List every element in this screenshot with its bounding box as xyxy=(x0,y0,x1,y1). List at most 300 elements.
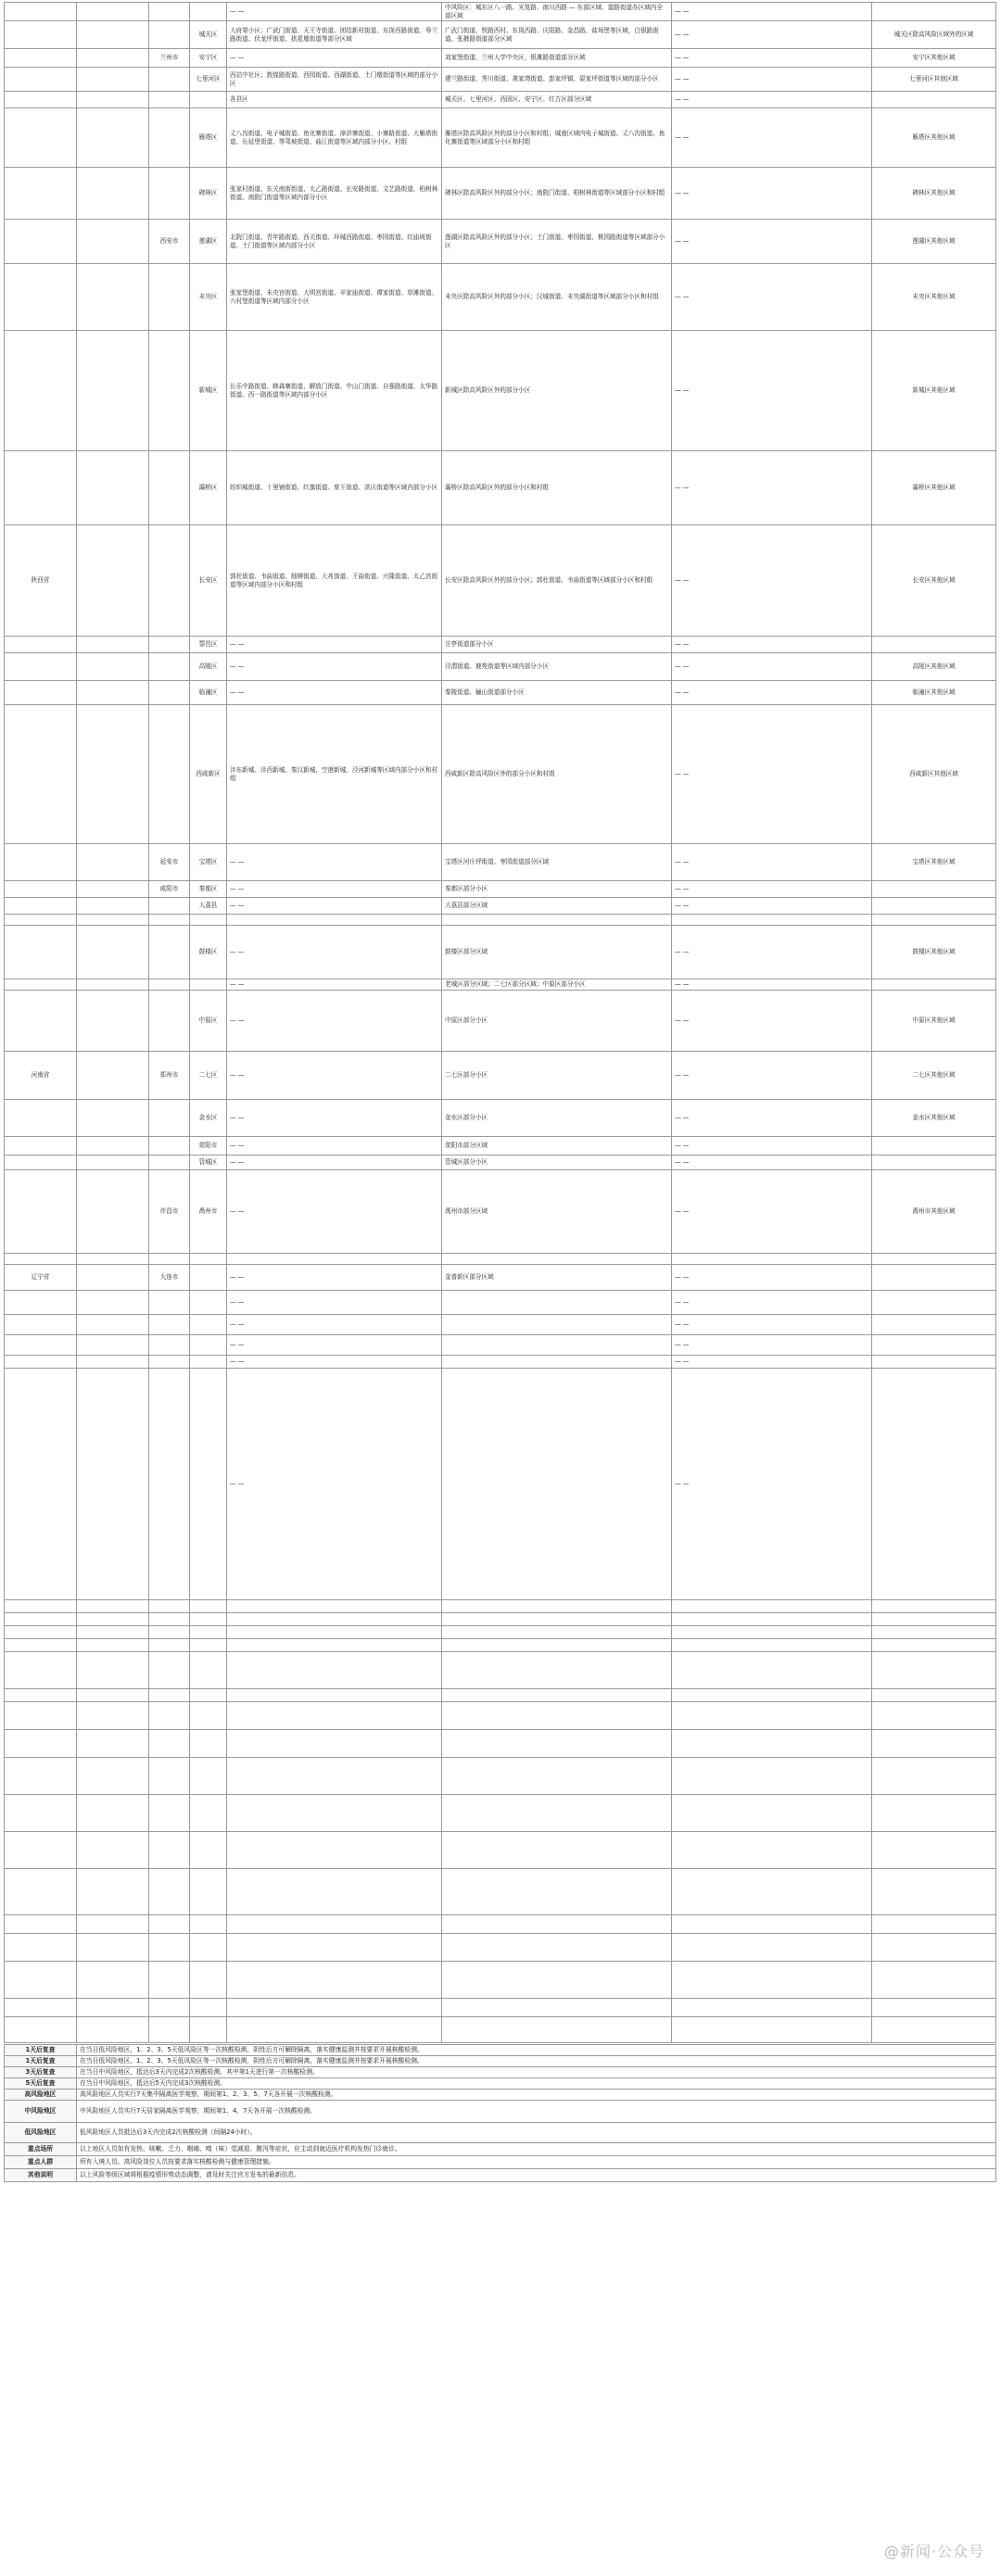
cell-risk xyxy=(872,1795,996,1832)
cell-low: — — xyxy=(672,1155,872,1170)
cell-num xyxy=(77,3,149,21)
cell-num xyxy=(77,926,149,979)
table-row xyxy=(5,1702,996,1730)
table-row xyxy=(5,1137,996,1155)
cell-risk xyxy=(872,1832,996,1869)
cell-medium: 金普新区部分区域 xyxy=(442,1265,672,1291)
notes-label: 重点人群 xyxy=(5,2156,77,2169)
cell-num xyxy=(77,1356,149,1369)
cell-district xyxy=(190,1962,227,1999)
cell-low xyxy=(672,1832,872,1869)
cell-num xyxy=(77,451,149,525)
cell-province xyxy=(5,881,77,898)
cell-high: — — xyxy=(227,637,442,653)
cell-district xyxy=(190,1335,227,1356)
cell-city xyxy=(149,637,190,653)
cell-city xyxy=(149,1369,190,1600)
cell-num xyxy=(77,68,149,92)
cell-medium: 大荔县部分区域 xyxy=(442,898,672,915)
cell-high xyxy=(227,1758,442,1795)
cell-risk: 莲湖区其他区域 xyxy=(872,220,996,264)
cell-risk: 高陵区其他区域 xyxy=(872,653,996,681)
cell-city xyxy=(149,1600,190,1613)
cell-high xyxy=(227,1600,442,1613)
cell-city: 兰州市 xyxy=(149,49,190,68)
table-row xyxy=(5,1869,996,1915)
cell-medium: 泾渭街道、鹿苑街道等区域内部分小区 xyxy=(442,653,672,681)
cell-province xyxy=(5,926,77,979)
table-row xyxy=(5,1795,996,1832)
cell-num xyxy=(77,1915,149,1934)
cell-risk xyxy=(872,1600,996,1613)
cell-province xyxy=(5,1795,77,1832)
cell-high xyxy=(227,1626,442,1639)
cell-province xyxy=(5,991,77,1052)
cell-city xyxy=(149,1254,190,1265)
table-row xyxy=(5,653,996,681)
cell-province xyxy=(5,1832,77,1869)
cell-province xyxy=(5,1356,77,1369)
cell-risk: 碑林区其他区域 xyxy=(872,168,996,220)
cell-province xyxy=(5,1315,77,1335)
notes-row xyxy=(5,2056,996,2067)
cell-medium xyxy=(442,1934,672,1962)
cell-district: 碑林区 xyxy=(190,168,227,220)
cell-province xyxy=(5,915,77,926)
cell-district xyxy=(190,1613,227,1626)
cell-risk xyxy=(872,1265,996,1291)
table-row xyxy=(5,844,996,881)
table-row xyxy=(5,331,996,451)
cell-district xyxy=(190,1291,227,1315)
cell-low: — — xyxy=(672,1265,872,1291)
cell-province xyxy=(5,1962,77,1999)
cell-num xyxy=(77,264,149,331)
cell-num xyxy=(77,1962,149,1999)
cell-medium xyxy=(442,1315,672,1335)
cell-num xyxy=(77,168,149,220)
cell-num xyxy=(77,1613,149,1626)
notes-row xyxy=(5,2143,996,2156)
cell-risk: 长安区其他区域 xyxy=(872,525,996,637)
risk-area-table xyxy=(4,2,995,2541)
cell-medium: 中风险区：城东区八一路、光复路、南川西路 — 东部区域、道路街道办区域内全部区域 xyxy=(442,3,672,21)
notes-row xyxy=(5,2123,996,2143)
notes-label: 1天后复查 xyxy=(5,2045,77,2056)
cell-city xyxy=(149,1962,190,1999)
cell-high xyxy=(227,1915,442,1934)
table-row xyxy=(5,926,996,979)
cell-high: 张家堡街道、未央宫街道、大明宫街道、辛家庙街道、谭家街道、草滩街道、六村堡街道等区域内部分小区 xyxy=(227,264,442,331)
cell-num xyxy=(77,108,149,168)
cell-risk xyxy=(872,1702,996,1730)
notes-label: 5天后复查 xyxy=(5,2078,77,2090)
cell-province xyxy=(5,1639,77,1652)
table-row xyxy=(5,1639,996,1652)
cell-low xyxy=(672,1795,872,1832)
cell-district xyxy=(190,915,227,926)
cell-medium xyxy=(442,1600,672,1613)
cell-district xyxy=(190,1265,227,1291)
cell-district: 禹州市 xyxy=(190,1170,227,1254)
cell-high xyxy=(227,1934,442,1962)
cell-risk xyxy=(872,898,996,915)
cell-province xyxy=(5,264,77,331)
cell-district: 安宁区 xyxy=(190,49,227,68)
cell-province xyxy=(5,705,77,844)
cell-low: — — xyxy=(672,1170,872,1254)
cell-low xyxy=(672,1999,872,2017)
cell-province xyxy=(5,1626,77,1639)
cell-district: 高陵区 xyxy=(190,653,227,681)
cell-province xyxy=(5,49,77,68)
cell-city xyxy=(149,451,190,525)
cell-high: — — xyxy=(227,844,442,881)
cell-low xyxy=(672,1652,872,1689)
cell-risk: 安宁区其他区域 xyxy=(872,49,996,68)
cell-district: 鄠邑区 xyxy=(190,637,227,653)
cell-district: 莲湖区 xyxy=(190,220,227,264)
cell-district: 西咸新区 xyxy=(190,705,227,844)
notes-text: 低风险地区人员抵达后3天内完成2次核酸检测（间隔24小时）。 xyxy=(77,2123,996,2143)
cell-district: 宝塔区 xyxy=(190,844,227,881)
cell-city xyxy=(149,1155,190,1170)
cell-risk xyxy=(872,979,996,991)
notes-label: 其他说明 xyxy=(5,2169,77,2182)
cell-num xyxy=(77,1137,149,1155)
notes-row xyxy=(5,2090,996,2101)
cell-num xyxy=(77,1600,149,1613)
cell-high: — — xyxy=(227,1369,442,1600)
cell-medium: 宝塔区河庄坪街道、枣园街道部分区域 xyxy=(442,844,672,881)
cell-medium xyxy=(442,1335,672,1356)
cell-num xyxy=(77,1934,149,1962)
cell-district: 七里河区 xyxy=(190,68,227,92)
cell-city xyxy=(149,68,190,92)
cell-province xyxy=(5,1999,77,2017)
notes-label: 3天后复查 xyxy=(5,2067,77,2078)
cell-high: 丈八沟街道、电子城街道、鱼化寨街道、漳浒寨街道、小寨路街道、大雁塔街道、长延堡街道、等驾坡街道、曲江街道等区域内部分小区、村组 xyxy=(227,108,442,168)
cell-medium xyxy=(442,1758,672,1795)
cell-num xyxy=(77,1254,149,1265)
cell-high: 长乐中路街道、韩森寨街道、解放门街道、中山门街道、自强路街道、太华路街道、西一路街道等区域内部分小区 xyxy=(227,331,442,451)
cell-province xyxy=(5,1291,77,1315)
table-row xyxy=(5,898,996,915)
notes-text: 以上风险等级区域将根据疫情形势动态调整，请及时关注官方发布的最新信息。 xyxy=(77,2169,996,2182)
cell-risk xyxy=(872,1613,996,1626)
cell-num xyxy=(77,1335,149,1356)
table-row xyxy=(5,1356,996,1369)
cell-num xyxy=(77,681,149,705)
table-row xyxy=(5,220,996,264)
cell-province xyxy=(5,1600,77,1613)
cell-district xyxy=(190,1915,227,1934)
cell-risk: 宝塔区其他区域 xyxy=(872,844,996,881)
cell-province xyxy=(5,1155,77,1170)
cell-medium: 刘家堡街道、兰州大学中央区，银滩路街道部分区域 xyxy=(442,49,672,68)
cell-num xyxy=(77,1155,149,1170)
cell-num xyxy=(77,991,149,1052)
cell-district: 城关区 xyxy=(190,21,227,49)
cell-province xyxy=(5,108,77,168)
cell-district: 中原区 xyxy=(190,991,227,1052)
table-row xyxy=(5,1915,996,1934)
cell-province xyxy=(5,331,77,451)
cell-city: 大连市 xyxy=(149,1265,190,1291)
cell-district xyxy=(190,92,227,108)
cell-medium: 二七区部分小区 xyxy=(442,1052,672,1100)
cell-num xyxy=(77,705,149,844)
cell-high: 张家村街道、东关南街街道、太乙路街道、长安路街道、文艺路街道、柏树林街道、南院门街道等区域内部分小区 xyxy=(227,168,442,220)
cell-medium xyxy=(442,1369,672,1600)
notes-text: 以上地区人员如有发热、咳嗽、乏力、咽痛、嗅（味）觉减退、腹泻等症状，应主动到就近医疗机构发热门诊就诊。 xyxy=(77,2143,996,2156)
cell-city: 郑州市 xyxy=(149,1052,190,1100)
cell-high: — — xyxy=(227,1137,442,1155)
notes-label: 重点场所 xyxy=(5,2143,77,2156)
cell-high: — — xyxy=(227,681,442,705)
cell-province xyxy=(5,637,77,653)
cell-risk xyxy=(872,92,996,108)
cell-high xyxy=(227,1652,442,1689)
notes-row xyxy=(5,2101,996,2123)
cell-district: 鼓楼区 xyxy=(190,926,227,979)
cell-medium xyxy=(442,1832,672,1869)
cell-high: — — xyxy=(227,991,442,1052)
cell-num xyxy=(77,637,149,653)
cell-high xyxy=(227,2017,442,2043)
table-row xyxy=(5,1832,996,1869)
cell-risk: 金水区其他区域 xyxy=(872,1100,996,1137)
cell-medium xyxy=(442,1652,672,1689)
cell-num xyxy=(77,1730,149,1758)
cell-medium: 甘亭街道部分小区 xyxy=(442,637,672,653)
cell-district xyxy=(190,1795,227,1832)
table-row xyxy=(5,1689,996,1702)
cell-city xyxy=(149,1934,190,1962)
cell-risk xyxy=(872,1999,996,2017)
cell-num xyxy=(77,1639,149,1652)
cell-risk xyxy=(872,1356,996,1369)
cell-medium: 管城区部分小区 xyxy=(442,1155,672,1170)
cell-city xyxy=(149,1626,190,1639)
cell-city xyxy=(149,705,190,844)
cell-medium xyxy=(442,1689,672,1702)
table-row xyxy=(5,49,996,68)
cell-low xyxy=(672,2017,872,2043)
cell-province xyxy=(5,653,77,681)
cell-district: 临潼区 xyxy=(190,681,227,705)
cell-city xyxy=(149,1832,190,1869)
cell-medium: 雁塔区除高风险区外的部分小区和村组；城南区域内电子城街道、丈八沟街道、鱼化寨街道等区域部分小区和村组 xyxy=(442,108,672,168)
cell-low xyxy=(672,1915,872,1934)
cell-district xyxy=(190,1369,227,1600)
cell-high xyxy=(227,1689,442,1702)
table-row xyxy=(5,1600,996,1613)
cell-low xyxy=(672,1626,872,1639)
cell-province xyxy=(5,2017,77,2043)
notes-text: 在当日低风险地区，1、2、3、5天低风险区等一次核酸检测，阴性后方可解除隔离，落实健康监测并按要求开展核酸检测。 xyxy=(77,2045,996,2056)
cell-district xyxy=(190,1626,227,1639)
cell-low: — — xyxy=(672,1315,872,1335)
cell-low: — — xyxy=(672,1369,872,1600)
cell-high xyxy=(227,1613,442,1626)
cell-district xyxy=(190,1315,227,1335)
cell-low: — — xyxy=(672,331,872,451)
notes-text: 所有入境人员、高风险岗位人员按要求落实核酸检测与健康管理措施。 xyxy=(77,2156,996,2169)
cell-province xyxy=(5,979,77,991)
cell-risk xyxy=(872,1254,996,1265)
cell-city: 西安市 xyxy=(149,220,190,264)
notes-row xyxy=(5,2045,996,2056)
cell-risk xyxy=(872,1369,996,1600)
cell-medium: 莲湖区除高风险区外的部分小区；土门街道、枣园街道、桃园路街道等区域部分小区 xyxy=(442,220,672,264)
cell-low: — — xyxy=(672,49,872,68)
cell-risk xyxy=(872,1915,996,1934)
cell-district: 金水区 xyxy=(190,1100,227,1137)
cell-district xyxy=(190,1702,227,1730)
cell-risk xyxy=(872,1758,996,1795)
table-row xyxy=(5,1052,996,1100)
cell-province xyxy=(5,844,77,881)
cell-risk xyxy=(872,3,996,21)
table-row xyxy=(5,681,996,705)
cell-district: 未央区 xyxy=(190,264,227,331)
cell-city xyxy=(149,979,190,991)
cell-medium xyxy=(442,1730,672,1758)
table-row xyxy=(5,525,996,637)
cell-high: — — xyxy=(227,1265,442,1291)
table-row xyxy=(5,1758,996,1795)
cell-city xyxy=(149,168,190,220)
table-row xyxy=(5,637,996,653)
cell-low: — — xyxy=(672,1356,872,1369)
notes-label: 1天后复查 xyxy=(5,2056,77,2067)
cell-province xyxy=(5,1758,77,1795)
cell-low: — — xyxy=(672,451,872,525)
cell-city xyxy=(149,1291,190,1315)
cell-province xyxy=(5,1934,77,1962)
cell-risk xyxy=(872,1962,996,1999)
cell-city xyxy=(149,1639,190,1652)
cell-num xyxy=(77,1626,149,1639)
cell-high: — — xyxy=(227,1291,442,1315)
cell-medium xyxy=(442,1639,672,1652)
cell-high: — — xyxy=(227,898,442,915)
cell-province xyxy=(5,1170,77,1254)
cell-num xyxy=(77,1999,149,2017)
cell-city: 延安市 xyxy=(149,844,190,881)
table-row xyxy=(5,1613,996,1626)
cell-num xyxy=(77,21,149,49)
cell-medium xyxy=(442,2017,672,2043)
cell-city: 咸阳市 xyxy=(149,881,190,898)
cell-province xyxy=(5,168,77,220)
cell-high: 各县区 xyxy=(227,92,442,108)
cell-num xyxy=(77,881,149,898)
cell-low: — — xyxy=(672,1100,872,1137)
cell-risk: 临潼区其他区域 xyxy=(872,681,996,705)
cell-low: — — xyxy=(672,21,872,49)
cell-low: — — xyxy=(672,681,872,705)
notes-text: 在当日低风险地区，1、2、3、5天低风险区等一次核酸检测，阴性后方可解除隔离，落实健康监测并按要求开展核酸检测。 xyxy=(77,2056,996,2067)
cell-risk: 灞桥区其他区域 xyxy=(872,451,996,525)
cell-medium: 灞桥区除高风险区外的部分小区和村组 xyxy=(442,451,672,525)
cell-low: — — xyxy=(672,1137,872,1155)
table-row xyxy=(5,1999,996,2017)
cell-medium: 西咸新区除高风险区外的部分小区和村组 xyxy=(442,705,672,844)
cell-risk: 禹州市其他区域 xyxy=(872,1170,996,1254)
cell-city xyxy=(149,1689,190,1702)
notes-row xyxy=(5,2078,996,2090)
risk-table-body xyxy=(4,2,996,2043)
cell-high: — — xyxy=(227,653,442,681)
cell-province: 河南省 xyxy=(5,1052,77,1100)
table-row xyxy=(5,1652,996,1689)
cell-province xyxy=(5,1613,77,1626)
cell-num xyxy=(77,525,149,637)
cell-risk: 中原区其他区域 xyxy=(872,991,996,1052)
cell-medium xyxy=(442,1962,672,1999)
cell-medium: 荥阳市部分区域 xyxy=(442,1137,672,1155)
table-row xyxy=(5,108,996,168)
cell-risk: 二七区其他区域 xyxy=(872,1052,996,1100)
cell-province xyxy=(5,92,77,108)
cell-high: — — xyxy=(227,49,442,68)
cell-risk xyxy=(872,637,996,653)
cell-risk xyxy=(872,1315,996,1335)
cell-district xyxy=(190,2017,227,2043)
cell-district xyxy=(190,1639,227,1652)
cell-risk: 雁塔区其他区域 xyxy=(872,108,996,168)
cell-city xyxy=(149,681,190,705)
cell-medium xyxy=(442,1795,672,1832)
cell-medium: 城关区、七里河区、西固区、安宁区、红古区部分区域 xyxy=(442,92,672,108)
table-row xyxy=(5,264,996,331)
cell-low xyxy=(672,1613,872,1626)
cell-risk xyxy=(872,1689,996,1702)
cell-district: 雁塔区 xyxy=(190,108,227,168)
notes-text: 中风险地区人员实行7天居家隔离医学观察，期间第1、4、7天各开展一次核酸检测。 xyxy=(77,2101,996,2123)
cell-high: — — xyxy=(227,926,442,979)
cell-num xyxy=(77,1832,149,1869)
cell-low: — — xyxy=(672,979,872,991)
cell-num xyxy=(77,1689,149,1702)
cell-medium: 鼓楼区部分区域 xyxy=(442,926,672,979)
cell-low xyxy=(672,1702,872,1730)
table-row xyxy=(5,3,996,21)
cell-medium: 未央区除高风险区外的部分小区；汉城街道、未央湖街道等区域部分小区和村组 xyxy=(442,264,672,331)
cell-city xyxy=(149,1999,190,2017)
cell-province xyxy=(5,1100,77,1137)
cell-high: — — xyxy=(227,1155,442,1170)
cell-risk xyxy=(872,1730,996,1758)
cell-low: — — xyxy=(672,991,872,1052)
cell-province xyxy=(5,898,77,915)
cell-city xyxy=(149,926,190,979)
table-row xyxy=(5,881,996,898)
cell-district xyxy=(190,1999,227,2017)
cell-risk: 未央区其他区域 xyxy=(872,264,996,331)
cell-risk: 城关区除高风险区域外的区域 xyxy=(872,21,996,49)
cell-province xyxy=(5,1652,77,1689)
cell-medium: 老城区部分区域；二七区部分区域；中原区部分小区 xyxy=(442,979,672,991)
cell-low: — — xyxy=(672,3,872,21)
cell-medium: 碑林区除高风险区外的部分小区；南院门街道、柏树林街道等区域部分小区和村组 xyxy=(442,168,672,220)
cell-city xyxy=(149,1652,190,1689)
cell-num xyxy=(77,898,149,915)
cell-num xyxy=(77,220,149,264)
table-row xyxy=(5,1265,996,1291)
